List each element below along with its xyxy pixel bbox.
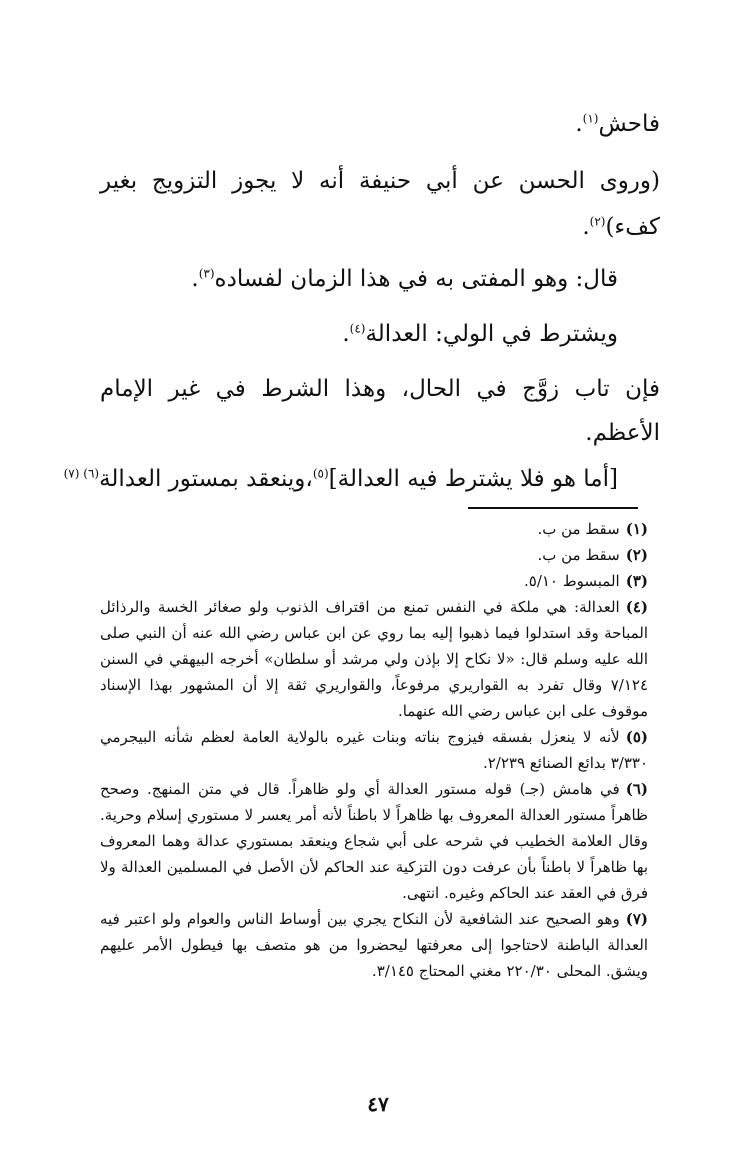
footnote-text: لأنه لا ينعزل بفسقه فيزوج بناته وبنات غيره بالولاية العامة لعظم شأنه البيجرمي ٣/٣٣٠ بدائع الصنائع ٢/٢٣٩. <box>100 728 648 772</box>
footnote-number: (٦) <box>625 780 648 798</box>
page-number: ٤٧ <box>367 1092 389 1116</box>
footnote-text: العدالة: هي ملكة في النفس تمنع من اقتراف الذنوب ولو صغائر الخسة والرذائل المباحة وقد استدلوا فيما ذهبوا إليه بما روي عن ابن عباس رضي الله عنه أن النبي صلى الله عليه وسلم قال: «لا نكاح إلا بإذن ولي مرشد أو سلطان» أخرجه البيهقي في السنن ٧/١٢٤ وقال تفرد به القواريري مرفوعاً، والقواريري ثقة إلا أن المشهور بهذا الإسناد موقوف على ابن عباس رضي الله عنهما. <box>100 598 648 720</box>
footnote-ref-2[interactable]: (٢) <box>589 214 606 229</box>
line4-text: قال: وهو المفتى به في هذا الزمان لفساده <box>214 266 618 292</box>
footnote-text: المبسوط ٥/١٠. <box>523 572 620 590</box>
footnote-number: (٣) <box>625 572 648 590</box>
footnotes <box>100 516 648 984</box>
footnote-text: سقط من ب. <box>537 520 620 538</box>
footnote-divider <box>468 507 638 509</box>
footnote-number: (٤) <box>625 598 648 616</box>
text-line-5: ويشترط في الولي: العدالة$^{(٤)}$. <box>342 321 618 347</box>
text-line-6 <box>100 366 660 412</box>
text-line-8: [أما هو فلا يشترط فيه العدالة]$^{(٥)}$،وينعقد بمستور العدالة$^{(٦) (٧)}$ <box>63 466 618 492</box>
footnote-text: وهو الصحيح عند الشافعية لأن النكاح يجري بين أوساط الناس والعوام ولو اعتبر فيه العدالة الباطنة لاحتاجوا إلى معرفتها ليحضروا من هو متصف بها فيطول الأمر عليهم ويشق. المحلى ٢٢٠/٣٠ مغني المحتاج ٣/١٤٥. <box>100 910 648 980</box>
line7-text: الأعظم. <box>585 420 660 446</box>
footnote-number: (٥) <box>625 728 648 746</box>
text-line-4: قال: وهو المفتى به في هذا الزمان لفساده$^{(٣)}$. <box>191 266 618 292</box>
line8-text: [أما هو فلا يشترط فيه العدالة] <box>328 466 618 492</box>
footnote-number: (١) <box>625 520 648 538</box>
footnote-1 <box>100 516 648 542</box>
text-line-3: كفء)$^{(٢)}$. <box>582 214 660 240</box>
footnote-text: سقط من ب. <box>537 546 620 564</box>
footnote-number: (٧) <box>625 910 648 928</box>
text-line-2 <box>100 158 660 204</box>
footnote-ref-5[interactable]: (٥) <box>312 466 329 481</box>
footnote-number: (٢) <box>625 546 648 564</box>
line3-text: كفء) <box>605 214 660 240</box>
footnote-5 <box>100 724 648 776</box>
footnote-ref-1[interactable]: (١) <box>582 111 599 126</box>
line6-text: فإن تاب زوَّج في الحال، وهذا الشرط في غير الإمام <box>100 376 660 402</box>
text-line-7 <box>585 410 660 456</box>
line5-text: ويشترط في الولي: العدالة <box>365 321 618 347</box>
footnote-ref-6-7[interactable]: (٦) (٧) <box>63 466 100 481</box>
footnote-6 <box>100 776 648 906</box>
footnote-2 <box>100 542 648 568</box>
text-line-1: فاحش$^{(١)}$. <box>575 111 660 137</box>
footnote-ref-4[interactable]: (٤) <box>349 321 366 336</box>
line2-text: (وروى الحسن عن أبي حنيفة أنه لا يجوز التزويج بغير <box>100 168 660 194</box>
footnote-text: في هامش (جـ) قوله مستور العدالة أي ولو ظاهراً. قال في متن المنهج. وصحح ظاهراً مستور العدالة المعروف بها ظاهراً لا باطناً لأنه أمر يعسر لا مستوري إسلام وحرية. وقال العلامة الخطيب في شرحه على أبي شجاع وينعقد بمستوري عدالة وهما المعروف بها ظاهراً لا باطناً بأن عرفت دون التزكية عند الحاكم لأن الأصل في المسلمين العدالة ولا فرق في العقد عند الحاكم وغيره. انتهى. <box>100 780 648 902</box>
footnote-4 <box>100 594 648 724</box>
line1-text: فاحش <box>598 111 660 137</box>
footnote-ref-3[interactable]: (٣) <box>198 266 215 281</box>
footnote-3 <box>100 568 648 594</box>
footnote-7 <box>100 906 648 984</box>
